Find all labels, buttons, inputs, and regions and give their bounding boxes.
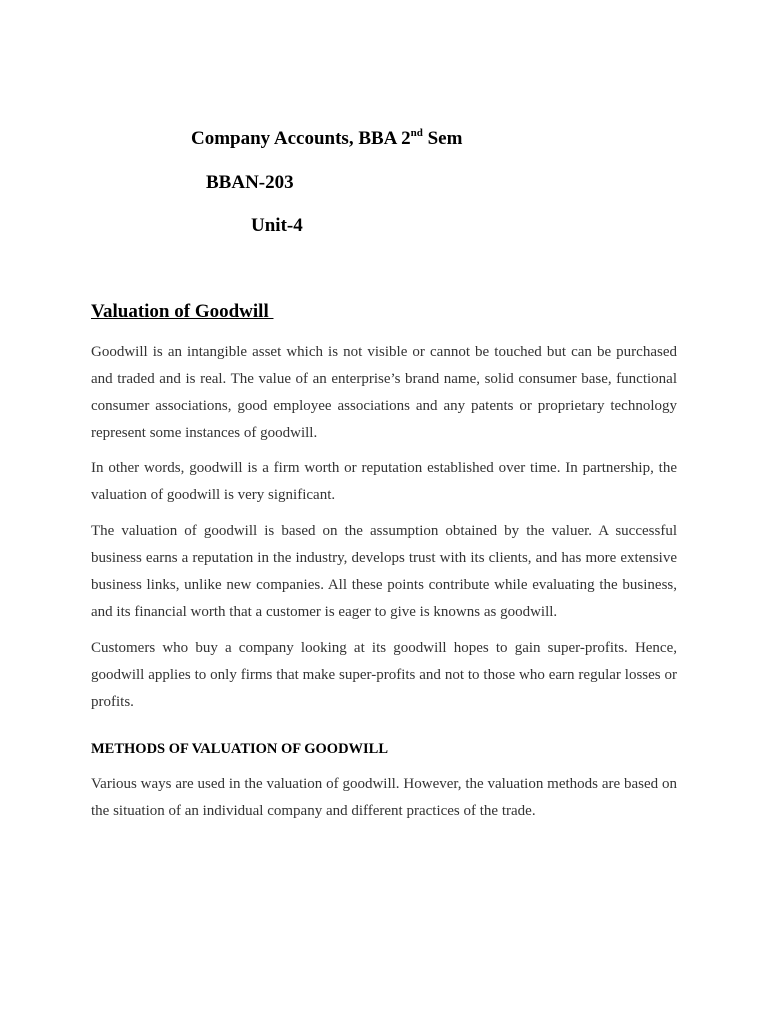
course-code: BBAN-203 — [206, 172, 294, 193]
paragraph-goodwill-definition: Goodwill is an intangible asset which is not visible or cannot be touched but can be purchased and traded and is real. The value of an enterprise’s brand name, solid consumer base, functional consumer associations, good employee associations and any patents or proprietary technology represent some instances of goodwill. — [91, 344, 677, 441]
paragraph-valuation-basis: The valuation of goodwill is based on the assumption obtained by the valuer. A successful business earns a reputation in the industry, develops trust with its clients, and has more extensive business links, unlike new companies. All these points contribute while evaluating the business, and its financial worth that a customer is eager to give is knowns as goodwill. — [91, 523, 677, 620]
methods-subheading: METHODS OF VALUATION OF GOODWILL — [91, 741, 389, 757]
title-end: Sem — [422, 128, 463, 149]
paragraph-methods: Various ways are used in the valuation of goodwill. However, the valuation methods are based on the situation of an individual company and different practices of the trade. — [91, 776, 677, 819]
title-superscript: nd — [410, 126, 423, 139]
title-main: Company Accounts, BBA 2 — [191, 128, 411, 149]
unit-label: Unit-4 — [251, 215, 303, 236]
document-title — [191, 127, 462, 151]
paragraph-super-profits: Customers who buy a company looking at its goodwill hopes to gain super-profits. Hence, goodwill applies to only firms that make super-profits and not to those who earn regular losses or profits. — [91, 640, 677, 710]
section-heading: Valuation of Goodwill — [91, 301, 274, 322]
paragraph-goodwill-worth: In other words, goodwill is a firm worth or reputation established over time. In partnership, the valuation of goodwill is very significant. — [91, 460, 677, 503]
